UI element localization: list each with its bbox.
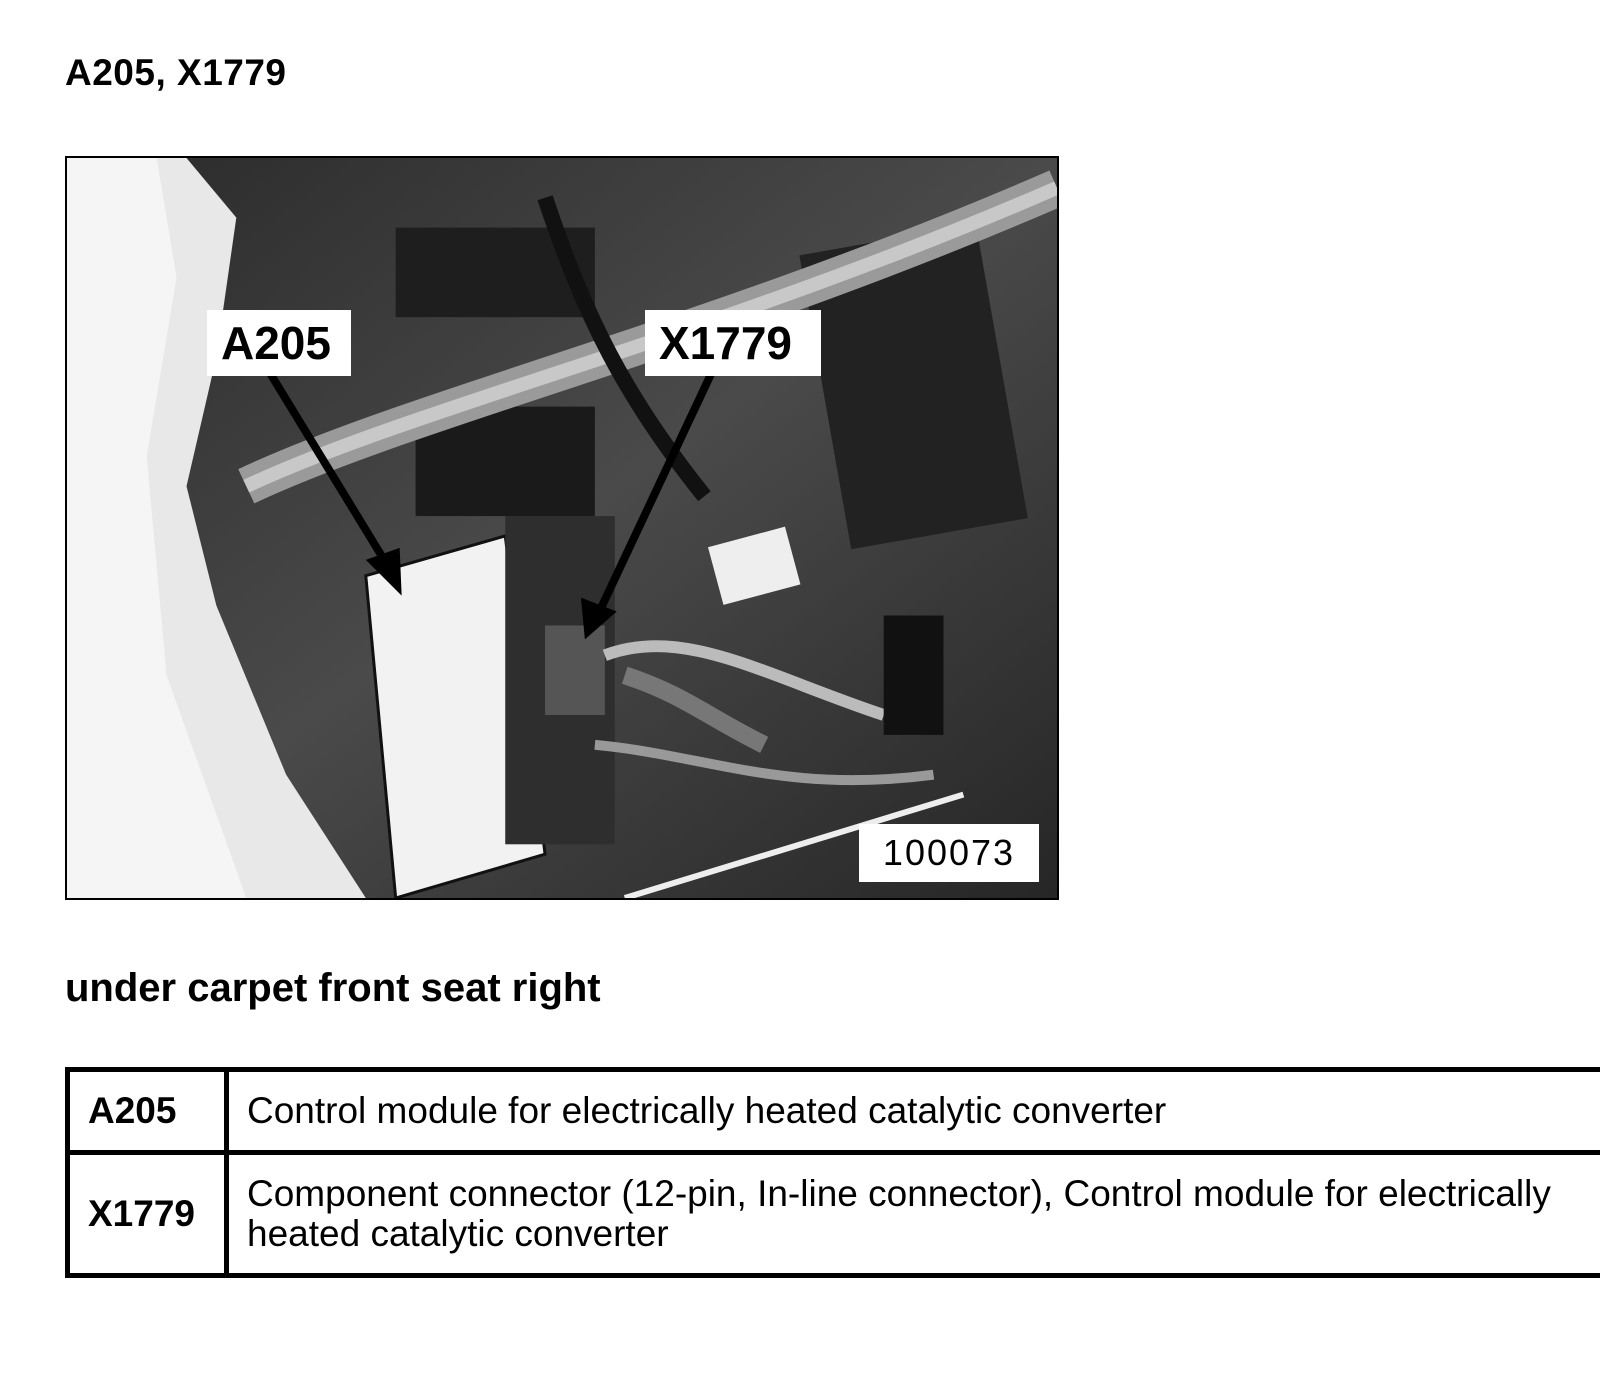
component-code: X1779 xyxy=(68,1153,227,1276)
table-row xyxy=(68,1070,1600,1153)
component-code: A205 xyxy=(68,1070,227,1153)
page-title: A205, X1779 xyxy=(65,52,287,93)
location-caption: under carpet front seat right xyxy=(65,966,601,1010)
component-description: Control module for electrically heated catalytic converter xyxy=(227,1070,1600,1153)
callout-x1779: X1779 xyxy=(645,310,821,376)
component-description: Component connector (12-pin, In-line connector), Control module for electrically heated catalytic converter xyxy=(227,1153,1600,1276)
table-row xyxy=(68,1153,1600,1276)
component-legend-table xyxy=(65,1067,1600,1278)
photo-number: 100073 xyxy=(859,824,1039,882)
photo-illustration xyxy=(67,158,1057,898)
component-location-photo xyxy=(65,156,1059,900)
callout-a205: A205 xyxy=(207,310,351,376)
